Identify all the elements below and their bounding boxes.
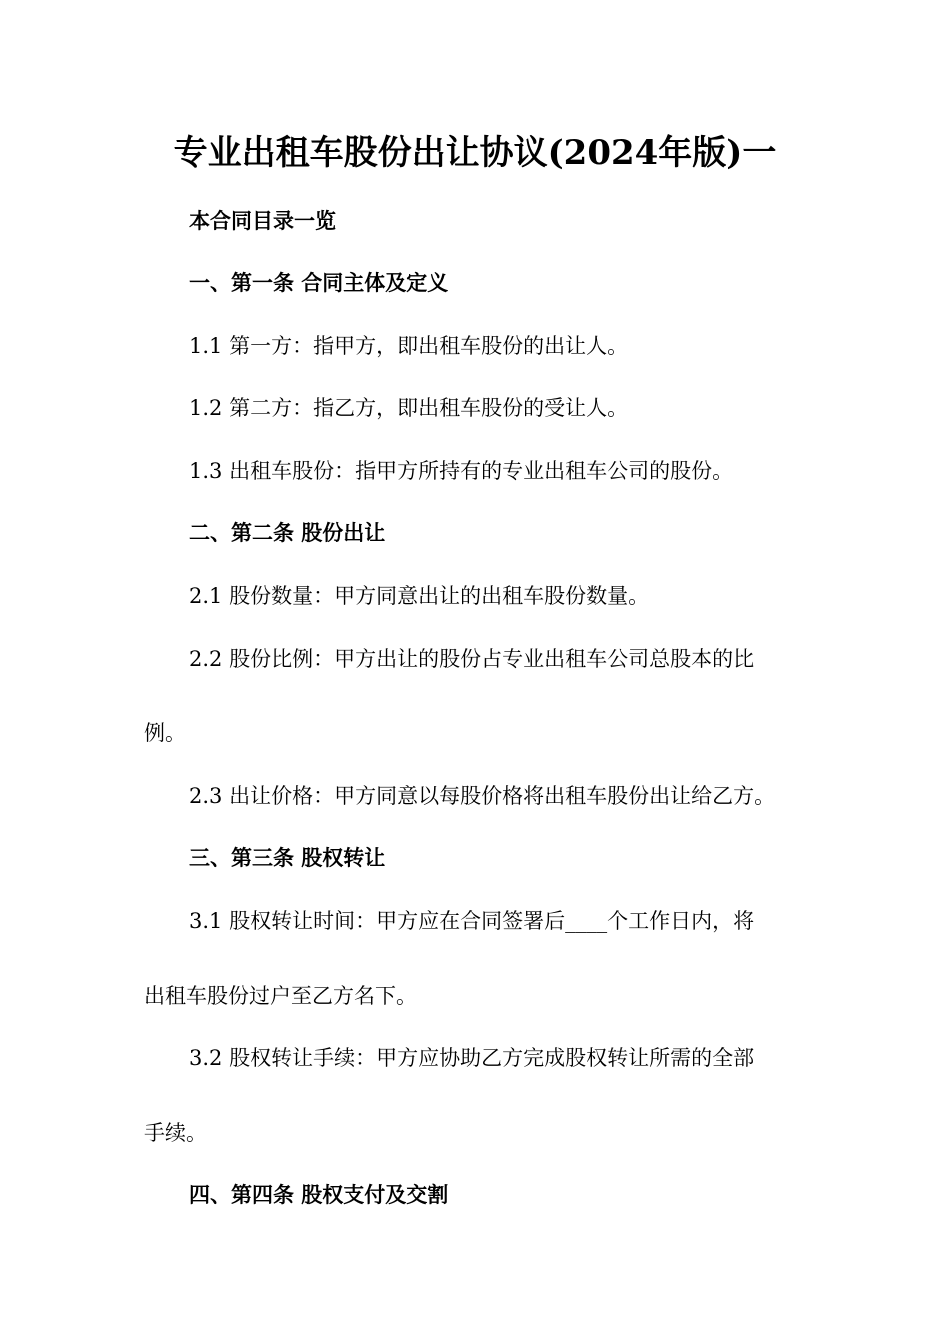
clause-1-3: 1.3 出租车股份：指甲方所持有的专业出租车公司的股份。 [189, 459, 734, 483]
clause-3-2-line2: 手续。 [144, 1121, 207, 1145]
clause-2-2-line2: 例。 [144, 721, 186, 745]
section-heading-2: 二、第二条 股份出让 [189, 520, 386, 545]
document-title: 专业出租车股份出让协议(2024年版)一 [173, 133, 777, 173]
section-heading-1: 一、第一条 合同主体及定义 [189, 270, 449, 295]
section-heading-3: 三、第三条 股权转让 [189, 845, 386, 870]
clause-2-3: 2.3 出让价格：甲方同意以每股价格将出租车股份出让给乙方。 [189, 784, 776, 808]
clause-3-1-line2: 出租车股份过户至乙方名下。 [144, 984, 417, 1008]
clause-3-1-line1: 3.1 股权转让时间：甲方应在合同签署后____个工作日内，将 [189, 909, 755, 933]
clause-1-1: 1.1 第一方：指甲方，即出租车股份的出让人。 [189, 334, 629, 358]
clause-3-2-line1: 3.2 股权转让手续：甲方应协助乙方完成股权转让所需的全部 [189, 1046, 755, 1070]
toc-heading: 本合同目录一览 [189, 208, 336, 233]
clause-1-2: 1.2 第二方：指乙方，即出租车股份的受让人。 [189, 396, 629, 420]
clause-2-1: 2.1 股份数量：甲方同意出让的出租车股份数量。 [189, 584, 650, 608]
clause-2-2-line1: 2.2 股份比例：甲方出让的股份占专业出租车公司总股本的比 [189, 647, 755, 671]
section-heading-4: 四、第四条 股权支付及交割 [189, 1182, 449, 1207]
